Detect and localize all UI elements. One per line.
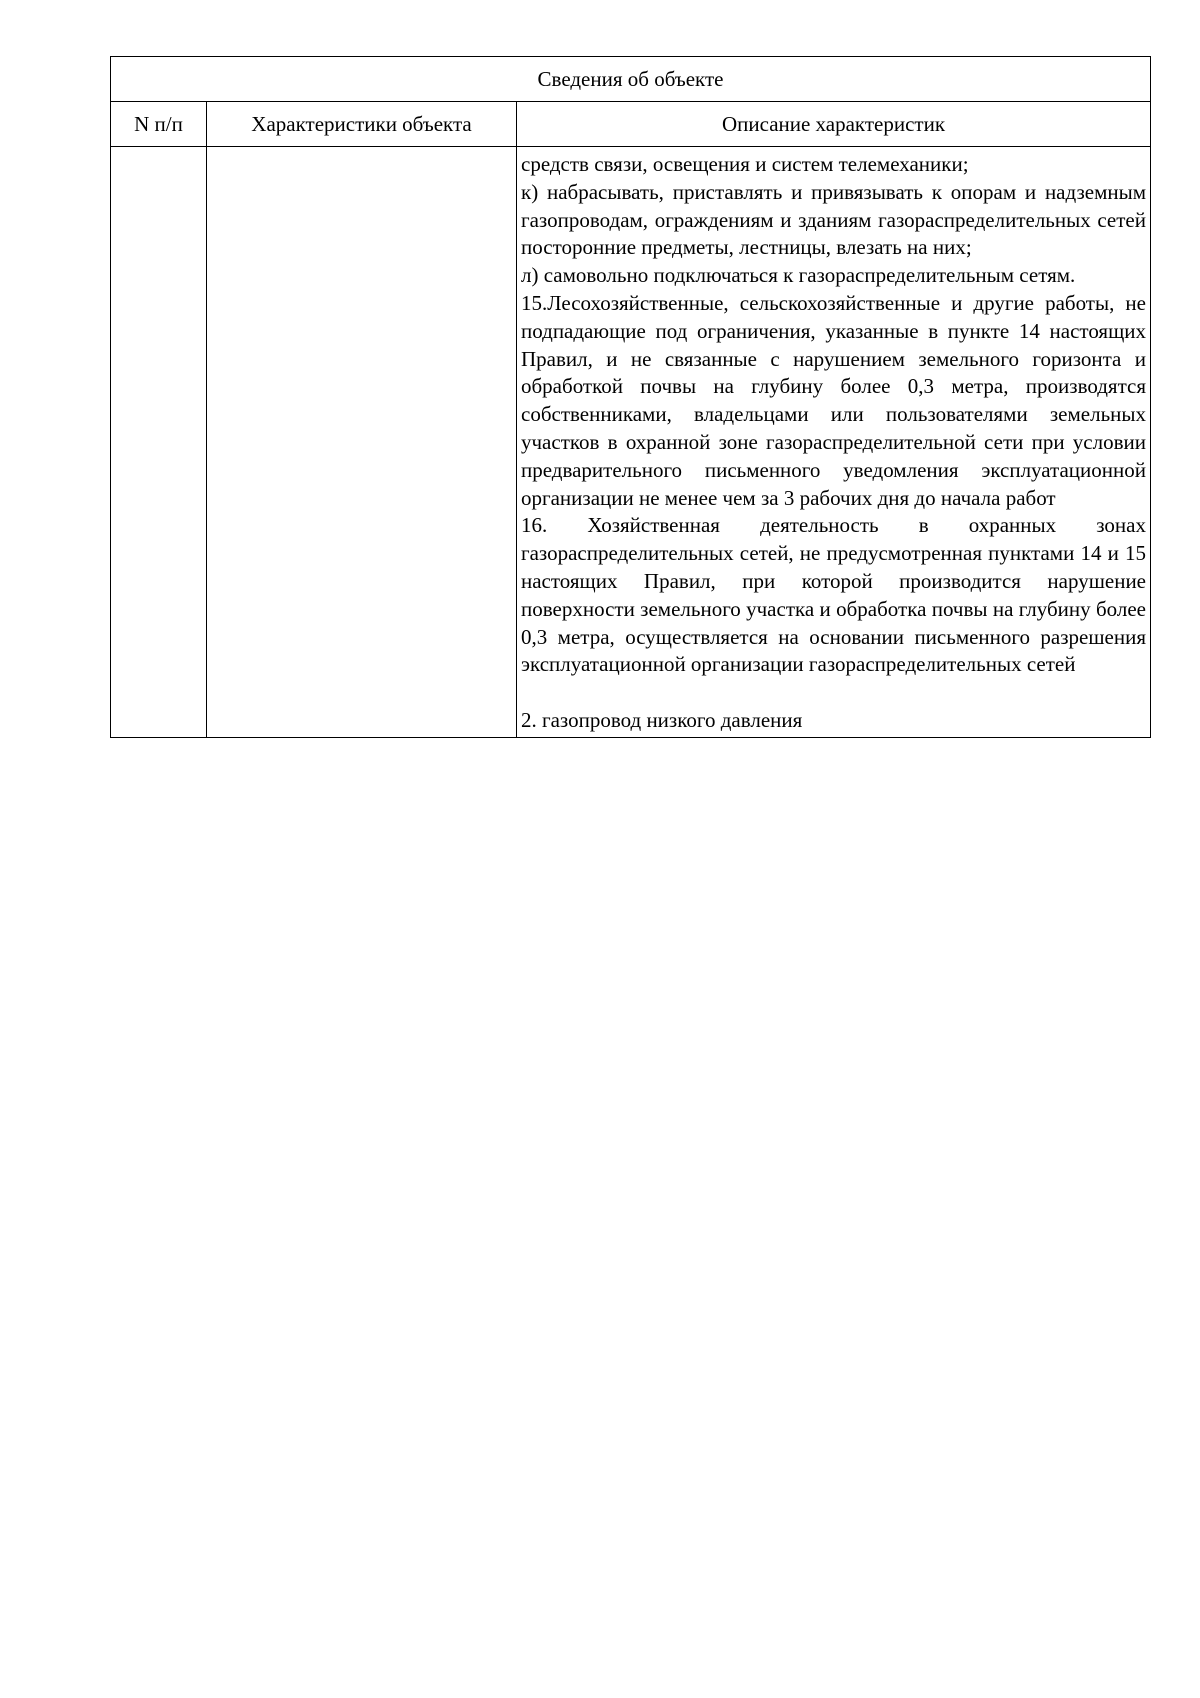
description-paragraph: 15.Лесохозяйственные, сельскохозяйственные и другие работы, не подпадающие под ограничения, указанные в пункте 14 настоящих Правил, и не связанные с нарушением земельного горизонта и обработкой почвы на глубину более 0,3 метра, производятся собственниками, владельцами или пользователями земельных участков в охранной зоне газораспределительной сети при условии предварительного письменного уведомления эксплуатационной организации не менее чем за 3 рабочих дня до начала работ bbox=[521, 290, 1146, 510]
row-number-cell bbox=[111, 147, 207, 738]
row-description-cell bbox=[517, 147, 1151, 738]
description-paragraph: средств связи, освещения и систем телемеханики; bbox=[521, 152, 969, 176]
description-paragraph: к) набрасывать, приставлять и привязывать к опорам и надземным газопроводам, ограждениям и зданиям газораспределительных сетей посторонние предметы, лестницы, влезать на них; bbox=[521, 179, 1146, 260]
header-characteristics: Характеристики объекта bbox=[207, 102, 517, 147]
description-final-item: 2. газопровод низкого давления bbox=[521, 707, 803, 732]
row-characteristic-cell bbox=[207, 147, 517, 738]
header-description: Описание характеристик bbox=[517, 102, 1151, 147]
header-number: N п/п bbox=[111, 102, 207, 147]
description-paragraph: л) самовольно подключаться к газораспределительным сетям. bbox=[521, 263, 1076, 288]
caption-row bbox=[111, 57, 1151, 102]
object-info-table bbox=[110, 56, 1151, 738]
table-row bbox=[111, 147, 1151, 738]
description-paragraph: 16. Хозяйственная деятельность в охранных зонах газораспределительных сетей, не предусмотренная пунктами 14 и 15 настоящих Правил, при которой производится нарушение поверхности земельного участка и обработка почвы на глубину более 0,3 метра, осуществляется на основании письменного разрешения эксплуатационной организации газораспределительных сетей bbox=[521, 513, 1146, 677]
header-row bbox=[111, 102, 1151, 147]
table-caption: Сведения об объекте bbox=[111, 57, 1151, 102]
paragraph-spacer bbox=[521, 679, 1146, 707]
